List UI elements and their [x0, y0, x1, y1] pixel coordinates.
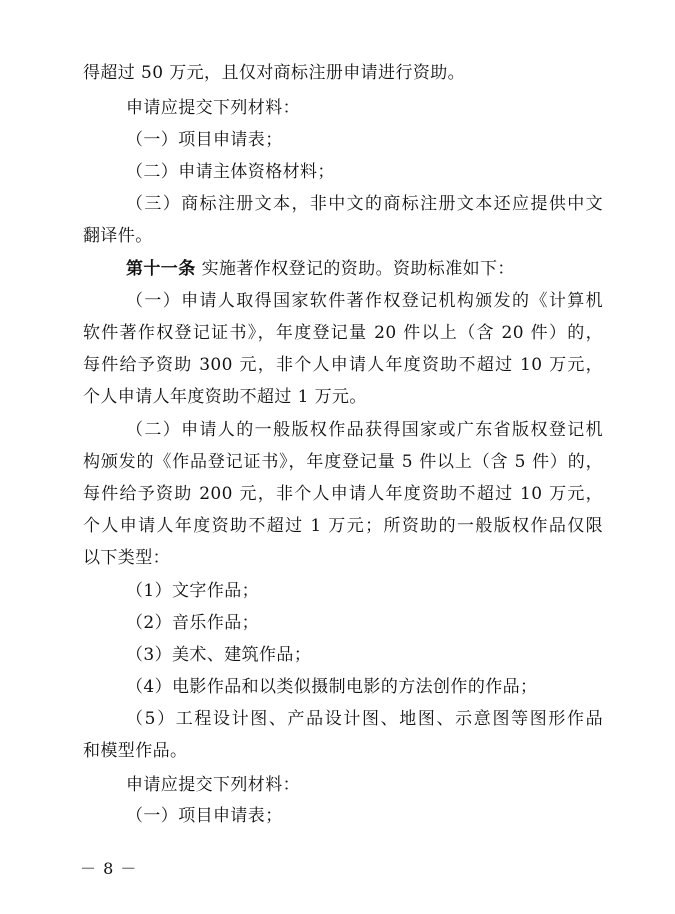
paragraph-copyright-line-4: 个人申请人年度资助不超过 1 万元；所资助的一般版权作品仅限: [83, 516, 603, 536]
list-item-art-architecture: （3）美术、建筑作品；: [126, 645, 312, 665]
list-item-literary-works: （1）文字作品；: [126, 581, 260, 601]
paragraph-software-line-1: （一）申请人取得国家软件著作权登记机构颁发的《计算机: [126, 291, 603, 311]
paragraph-line-1: 得超过 50 万元，且仅对商标注册申请进行资助。: [83, 63, 466, 83]
article-number: 第十一条: [126, 259, 196, 279]
article-title: 实施著作权登记的资助。资助标准如下：: [201, 259, 515, 279]
list-item-film-works: （4）电影作品和以类似摄制电影的方法创作的作品；: [126, 677, 538, 697]
materials-heading-2: 申请应提交下列材料：: [126, 775, 300, 795]
paragraph-copyright-line-5: 以下类型：: [83, 548, 170, 568]
paragraph-model-works: 和模型作品。: [83, 741, 188, 761]
paragraph-software-line-3: 每件给予资助 300 元，非个人申请人年度资助不超过 10 万元，: [83, 355, 603, 375]
paragraph-copyright-line-3: 每件给予资助 200 元，非个人申请人年度资助不超过 10 万元，: [83, 484, 603, 504]
list-item-application-form-2: （一）项目申请表；: [126, 806, 283, 826]
page-number: － 8 －: [80, 859, 138, 878]
article-heading-line: [126, 258, 646, 280]
list-item-qualification: （二）申请主体资格材料；: [126, 162, 335, 182]
list-item-trademark-text: （三）商标注册文本，非中文的商标注册文本还应提供中文: [126, 194, 603, 214]
list-item-graphic-works: （5）工程设计图、产品设计图、地图、示意图等图形作品: [126, 709, 603, 729]
list-item-application-form: （一）项目申请表；: [126, 130, 283, 150]
paragraph-line-translation: 翻译件。: [83, 226, 153, 246]
list-item-music-works: （2）音乐作品；: [126, 613, 260, 633]
materials-heading: 申请应提交下列材料：: [126, 98, 300, 118]
paragraph-copyright-line-1: （二）申请人的一般版权作品获得国家或广东省版权登记机: [126, 420, 603, 440]
paragraph-software-line-2: 软件著作权登记证书》，年度登记量 20 件以上（含 20 件）的，: [83, 323, 603, 343]
paragraph-copyright-line-2: 构颁发的《作品登记证书》，年度登记量 5 件以上（含 5 件）的，: [83, 452, 603, 472]
paragraph-software-line-4: 个人申请人年度资助不超过 1 万元。: [83, 387, 367, 407]
